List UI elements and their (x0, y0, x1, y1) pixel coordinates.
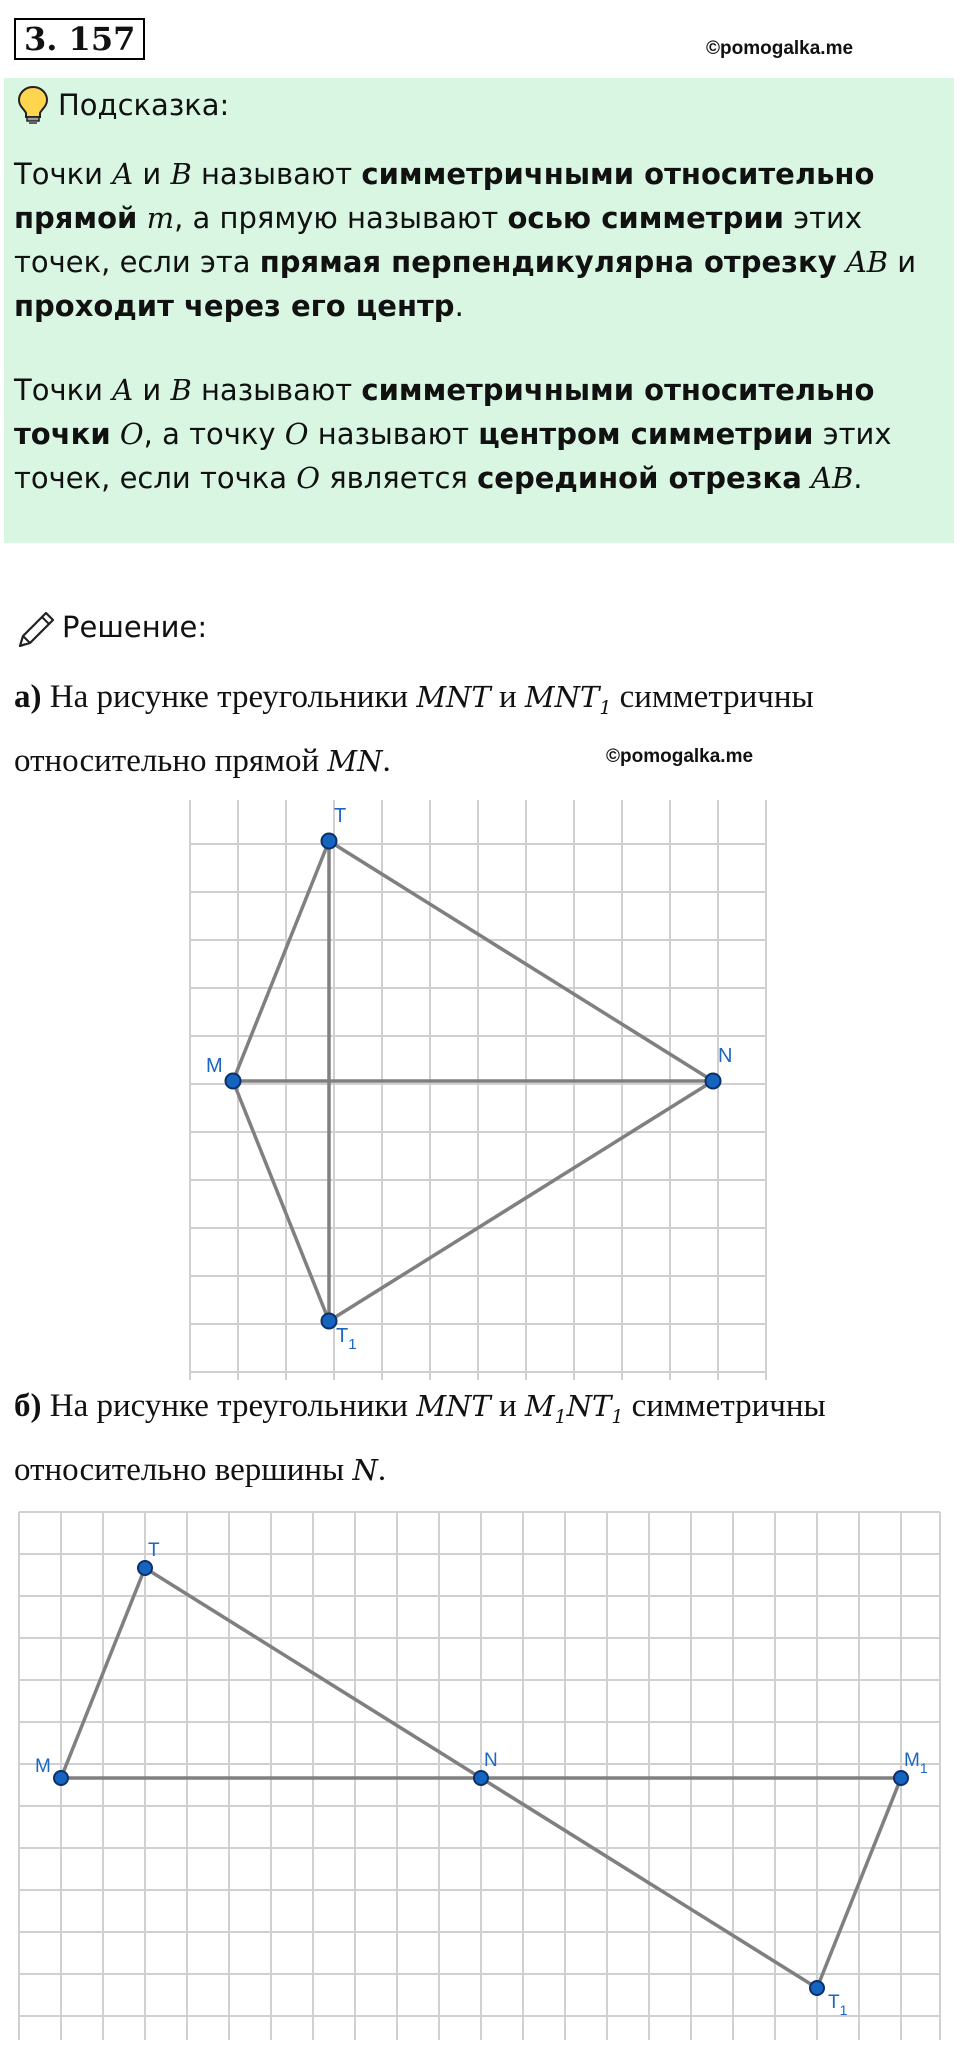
label-t: T (334, 805, 347, 827)
solution-a-line-1: а) На рисунке треугольники MNT и $MNT_1$ симметричны (14, 679, 814, 719)
point-m1 (894, 1771, 908, 1785)
segment-nt1 (329, 1081, 713, 1321)
pencil-icon (14, 608, 58, 652)
point-t (322, 834, 337, 849)
solution-b-line-1: б) На рисунке треугольники MNT и $M_1NT_1$ симметричны (14, 1388, 826, 1428)
watermark-figure-a: ©pomogalka.me (606, 746, 754, 767)
point-m (226, 1074, 241, 1089)
segment-mt1 (233, 1081, 329, 1321)
lightbulb-icon (16, 84, 50, 126)
point-t (138, 1561, 152, 1575)
figure-b (0, 1500, 960, 2045)
label-t: T (148, 1540, 160, 1561)
figure-a (180, 790, 770, 1390)
point-t1 (810, 1981, 824, 1995)
solution-b-line-2: относительно вершины N. (14, 1452, 387, 1488)
hint-paragraph-line-symmetry: Точки A и B называют симметричными относительно прямой m, а прямую называют осью симметрии этих точек, если эта прямая перпендикулярна отрезку AB и проходит через его центр. (14, 157, 917, 323)
label-n: N (718, 1045, 733, 1067)
segment-mt (233, 841, 329, 1081)
label-t1: $T_1$ (336, 1325, 357, 1353)
problem-number: 3. 157 (14, 18, 145, 60)
label-m1: $M_1$ (904, 1750, 928, 1776)
hint-paragraph-point-symmetry: Точки A и B называют симметричными относительно точки O, а точку O называют центром симметрии этих точек, если точка O является серединой отрезка AB. (14, 373, 892, 495)
point-n (474, 1771, 488, 1785)
label-m: M (206, 1055, 223, 1077)
segment-tn (329, 841, 713, 1081)
grid-a (190, 800, 766, 1380)
point-m (54, 1771, 68, 1785)
point-n (706, 1074, 721, 1089)
watermark: ©pomogalka.me (706, 38, 854, 59)
hint-title: Подсказка: (58, 88, 230, 122)
solution-a-line-2: относительно прямой MN. (14, 743, 391, 779)
solution-title: Решение: (62, 610, 208, 644)
label-n: N (484, 1750, 498, 1771)
point-t1 (322, 1314, 337, 1329)
label-t1: $T_1$ (828, 1992, 848, 2018)
label-m: M (35, 1756, 51, 1777)
